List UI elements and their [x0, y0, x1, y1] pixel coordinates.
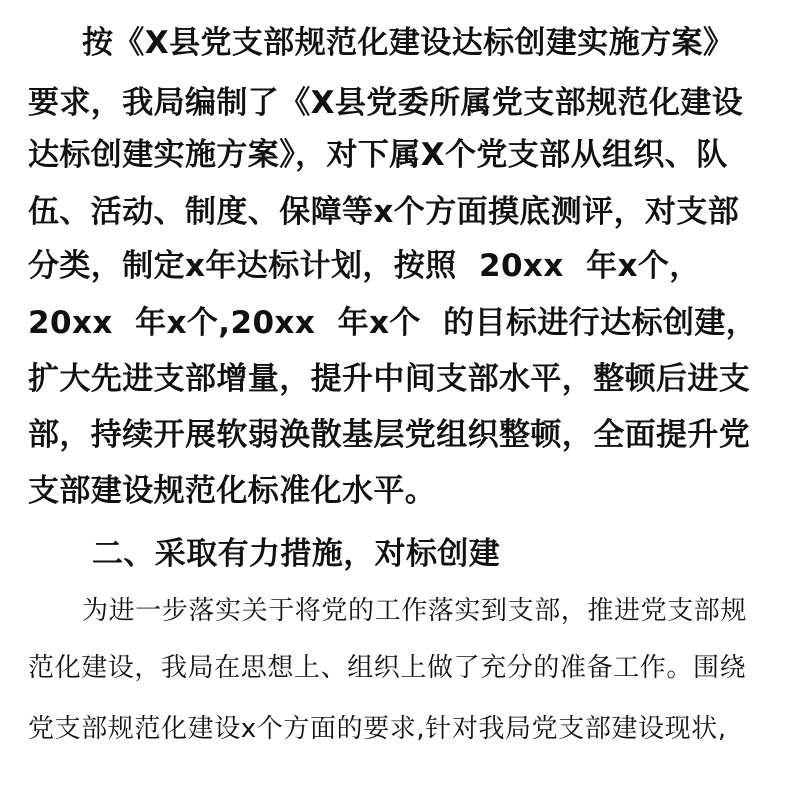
paragraph-line: 扩大先进支部增量，提升中间支部水平，整顿后进支 — [28, 361, 751, 397]
paragraph-line: 部，持续开展软弱涣散基层党组织整顿，全面提升党 — [28, 417, 751, 453]
paragraph-line: 达标创建实施方案》，对下属X个党支部从组织、队 — [28, 137, 728, 173]
paragraph-line: 范化建设，我局在思想上、组织上做了充分的准备工作。围绕 — [28, 653, 747, 683]
paragraph-line: 支部建设规范化标准化水平。 — [28, 473, 437, 509]
paragraph-line: 按《X县党支部规范化建设达标创建实施方案》 — [82, 25, 735, 61]
paragraph-line: 为进一步落实关于将党的工作落实到支部，推进党支部规 — [82, 596, 748, 626]
paragraph-line: 要求，我局编制了《X县党委所属党支部规范化建设 — [28, 85, 744, 121]
paragraph-line: 党支部规范化建设x个方面的要求,针对我局党支部建设现状, — [28, 714, 727, 744]
paragraph-line: 20xx 年x个,20xx 年x个 的目标进行达标创建， — [28, 305, 758, 341]
paragraph-line: 分类，制定x年达标计划，按照 20xx 年x个， — [28, 248, 701, 284]
paragraph-line: 伍、活动、制度、保障等x个方面摸底测评，对支部 — [28, 194, 740, 230]
section-heading: 二、采取有力措施，对标创建 — [92, 536, 501, 572]
